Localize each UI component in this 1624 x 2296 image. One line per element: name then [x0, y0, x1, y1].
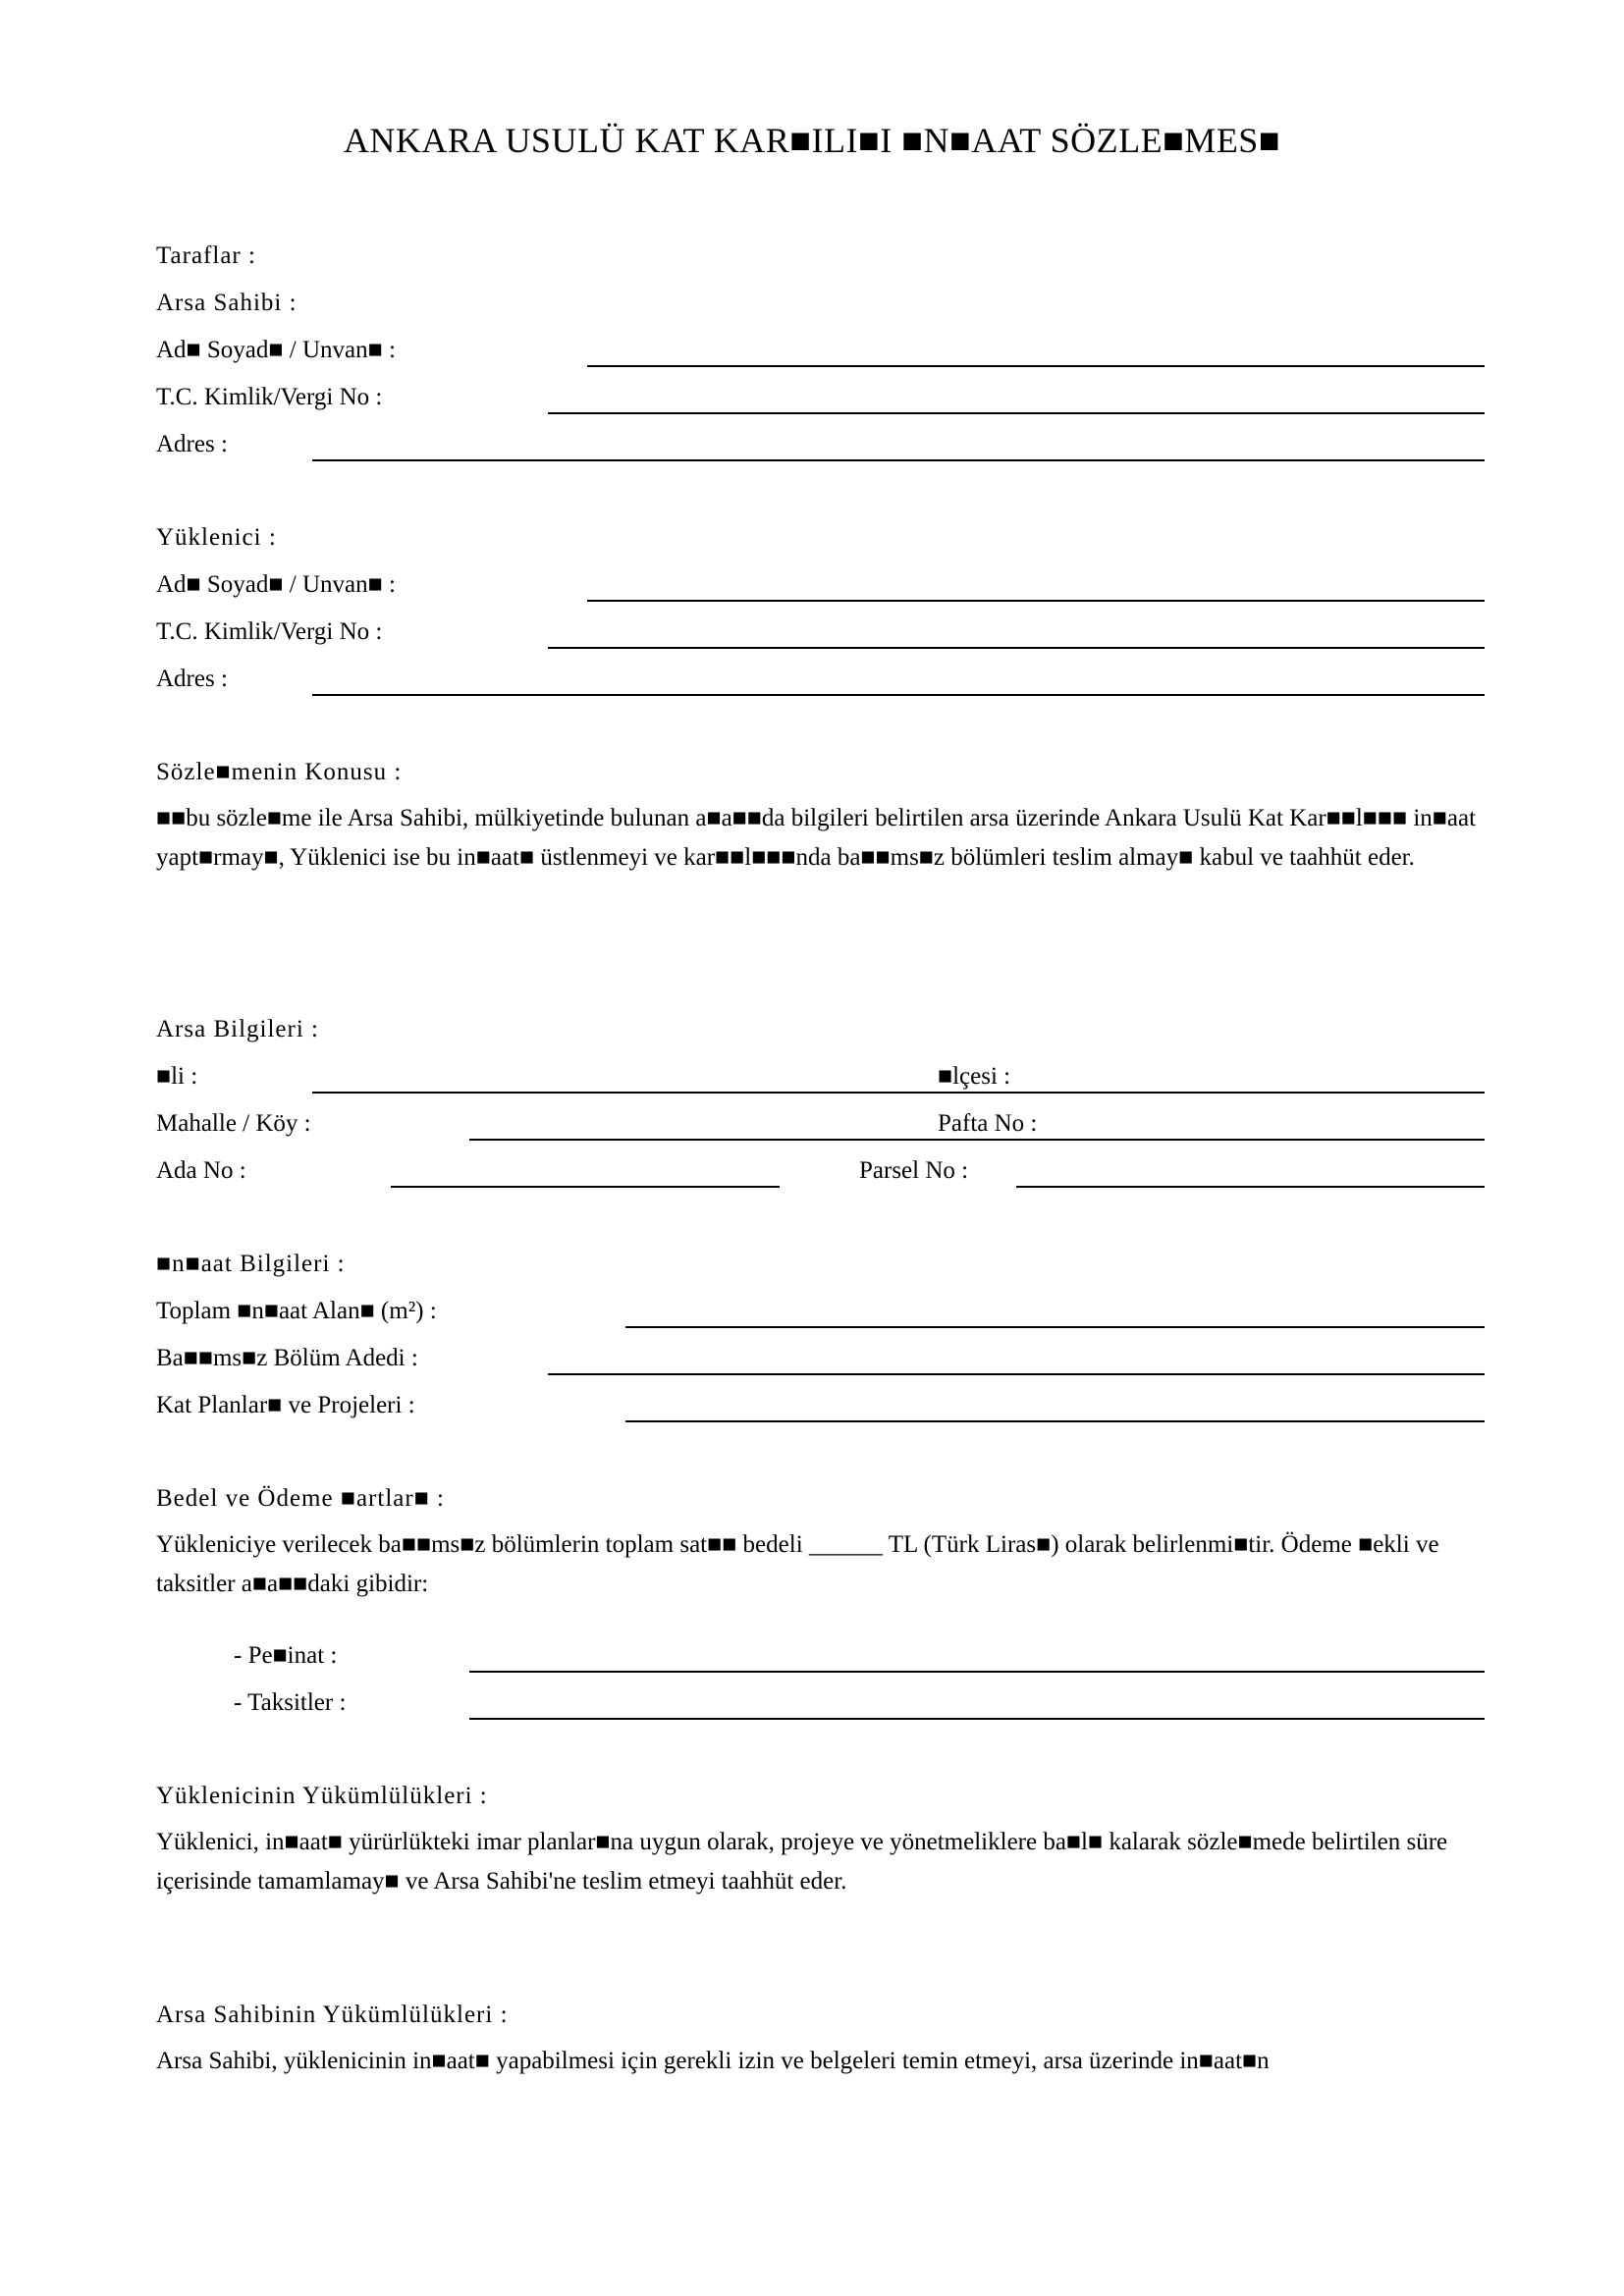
contractor-address-label: Adres : [156, 666, 228, 692]
landowner-name-label: Ad■ Soyad■ / Unvan■ : [156, 337, 396, 363]
contractor-obligations-paragraph: Yüklenici, in■aat■ yürürlükteki imar planlar■na uygun olarak, projeye ve yönetmeliklere ba■l■ kalarak sözle■mede belirtilen süre içerisinde tamamlamay■ ve Arsa Sahibi'ne teslim etmeyi taahhüt eder. [156, 1829, 1448, 1895]
block-label: Ada No : [156, 1157, 246, 1184]
down-payment-field[interactable] [469, 1671, 1485, 1673]
landowner-address-field[interactable] [312, 459, 1485, 461]
down-payment-label: - Pe■inat : [234, 1642, 338, 1669]
installments-field[interactable] [469, 1718, 1485, 1720]
contractor-id-label: T.C. Kimlik/Vergi No : [156, 618, 383, 645]
neighborhood-label: Mahalle / Köy : [156, 1110, 311, 1137]
document-title: ANKARA USULÜ KAT KAR■ILI■I ■N■AAT SÖZLE■MES■ [343, 121, 1281, 160]
payment-heading: Bedel ve Ödeme ■artlar■ : [156, 1485, 445, 1512]
parcel-field[interactable] [1016, 1186, 1485, 1188]
landowner-id-field[interactable] [548, 412, 1485, 414]
landowner-id-label: T.C. Kimlik/Vergi No : [156, 384, 383, 410]
subject-paragraph: ■■bu sözle■me ile Arsa Sahibi, mülkiyetinde bulunan a■a■■da bilgileri belirtilen arsa üzerinde Ankara Usulü Kat Kar■■l■■■ in■aat yapt■rmay■, Yüklenici ise bu in■aat■ üstlenmeyi ve kar■■l■■■nda ba■■ms■z bölümleri teslim almay■ kabul ve taahhüt eder. [156, 805, 1477, 871]
plans-label: Kat Planlar■ ve Projeleri : [156, 1392, 415, 1418]
units-label: Ba■■ms■z Bölüm Adedi : [156, 1345, 418, 1371]
contractor-obligations-heading: Yüklenicinin Yükümlülükleri : [156, 1783, 488, 1809]
installments-label: - Taksitler : [234, 1689, 347, 1716]
contractor-address-field[interactable] [312, 694, 1485, 696]
landowner-heading: Arsa Sahibi : [156, 290, 298, 316]
block-field[interactable] [391, 1186, 780, 1188]
construction-heading: ■n■aat Bilgileri : [156, 1251, 346, 1277]
contractor-id-field[interactable] [548, 647, 1485, 649]
map-sheet-label: Pafta No : [938, 1110, 1038, 1137]
neighborhood-mapsheet-field[interactable] [469, 1139, 1485, 1141]
contractor-heading: Yüklenici : [156, 524, 277, 551]
province-label: ■li : [156, 1063, 198, 1090]
contractor-name-field[interactable] [587, 600, 1485, 602]
subject-heading: Sözle■menin Konusu : [156, 759, 403, 785]
contractor-name-label: Ad■ Soyad■ / Unvan■ : [156, 571, 396, 598]
landowner-obligations-heading: Arsa Sahibinin Yükümlülükleri : [156, 2002, 509, 2028]
landowner-name-field[interactable] [587, 365, 1485, 367]
land-heading: Arsa Bilgileri : [156, 1016, 319, 1042]
plans-field[interactable] [625, 1420, 1485, 1422]
parcel-label: Parsel No : [859, 1157, 969, 1184]
units-field[interactable] [548, 1373, 1485, 1375]
payment-paragraph: Yükleniciye verilecek ba■■ms■z bölümlerin toplam sat■■ bedeli ______ TL (Türk Liras■) olarak belirlenmi■tir. Ödeme ■ekli ve taksitler a■a■■daki gibidir: [156, 1531, 1439, 1597]
district-label: ■lçesi : [938, 1063, 1011, 1090]
parties-heading: Taraflar : [156, 242, 256, 269]
province-district-field[interactable] [312, 1092, 1485, 1094]
area-field[interactable] [625, 1326, 1485, 1328]
landowner-address-label: Adres : [156, 431, 228, 457]
area-label: Toplam ■n■aat Alan■ (m²) : [156, 1298, 437, 1324]
landowner-obligations-paragraph: Arsa Sahibi, yüklenicinin in■aat■ yapabilmesi için gerekli izin ve belgeleri temin etmeyi, arsa üzerinde in■aat■n [156, 2048, 1270, 2074]
